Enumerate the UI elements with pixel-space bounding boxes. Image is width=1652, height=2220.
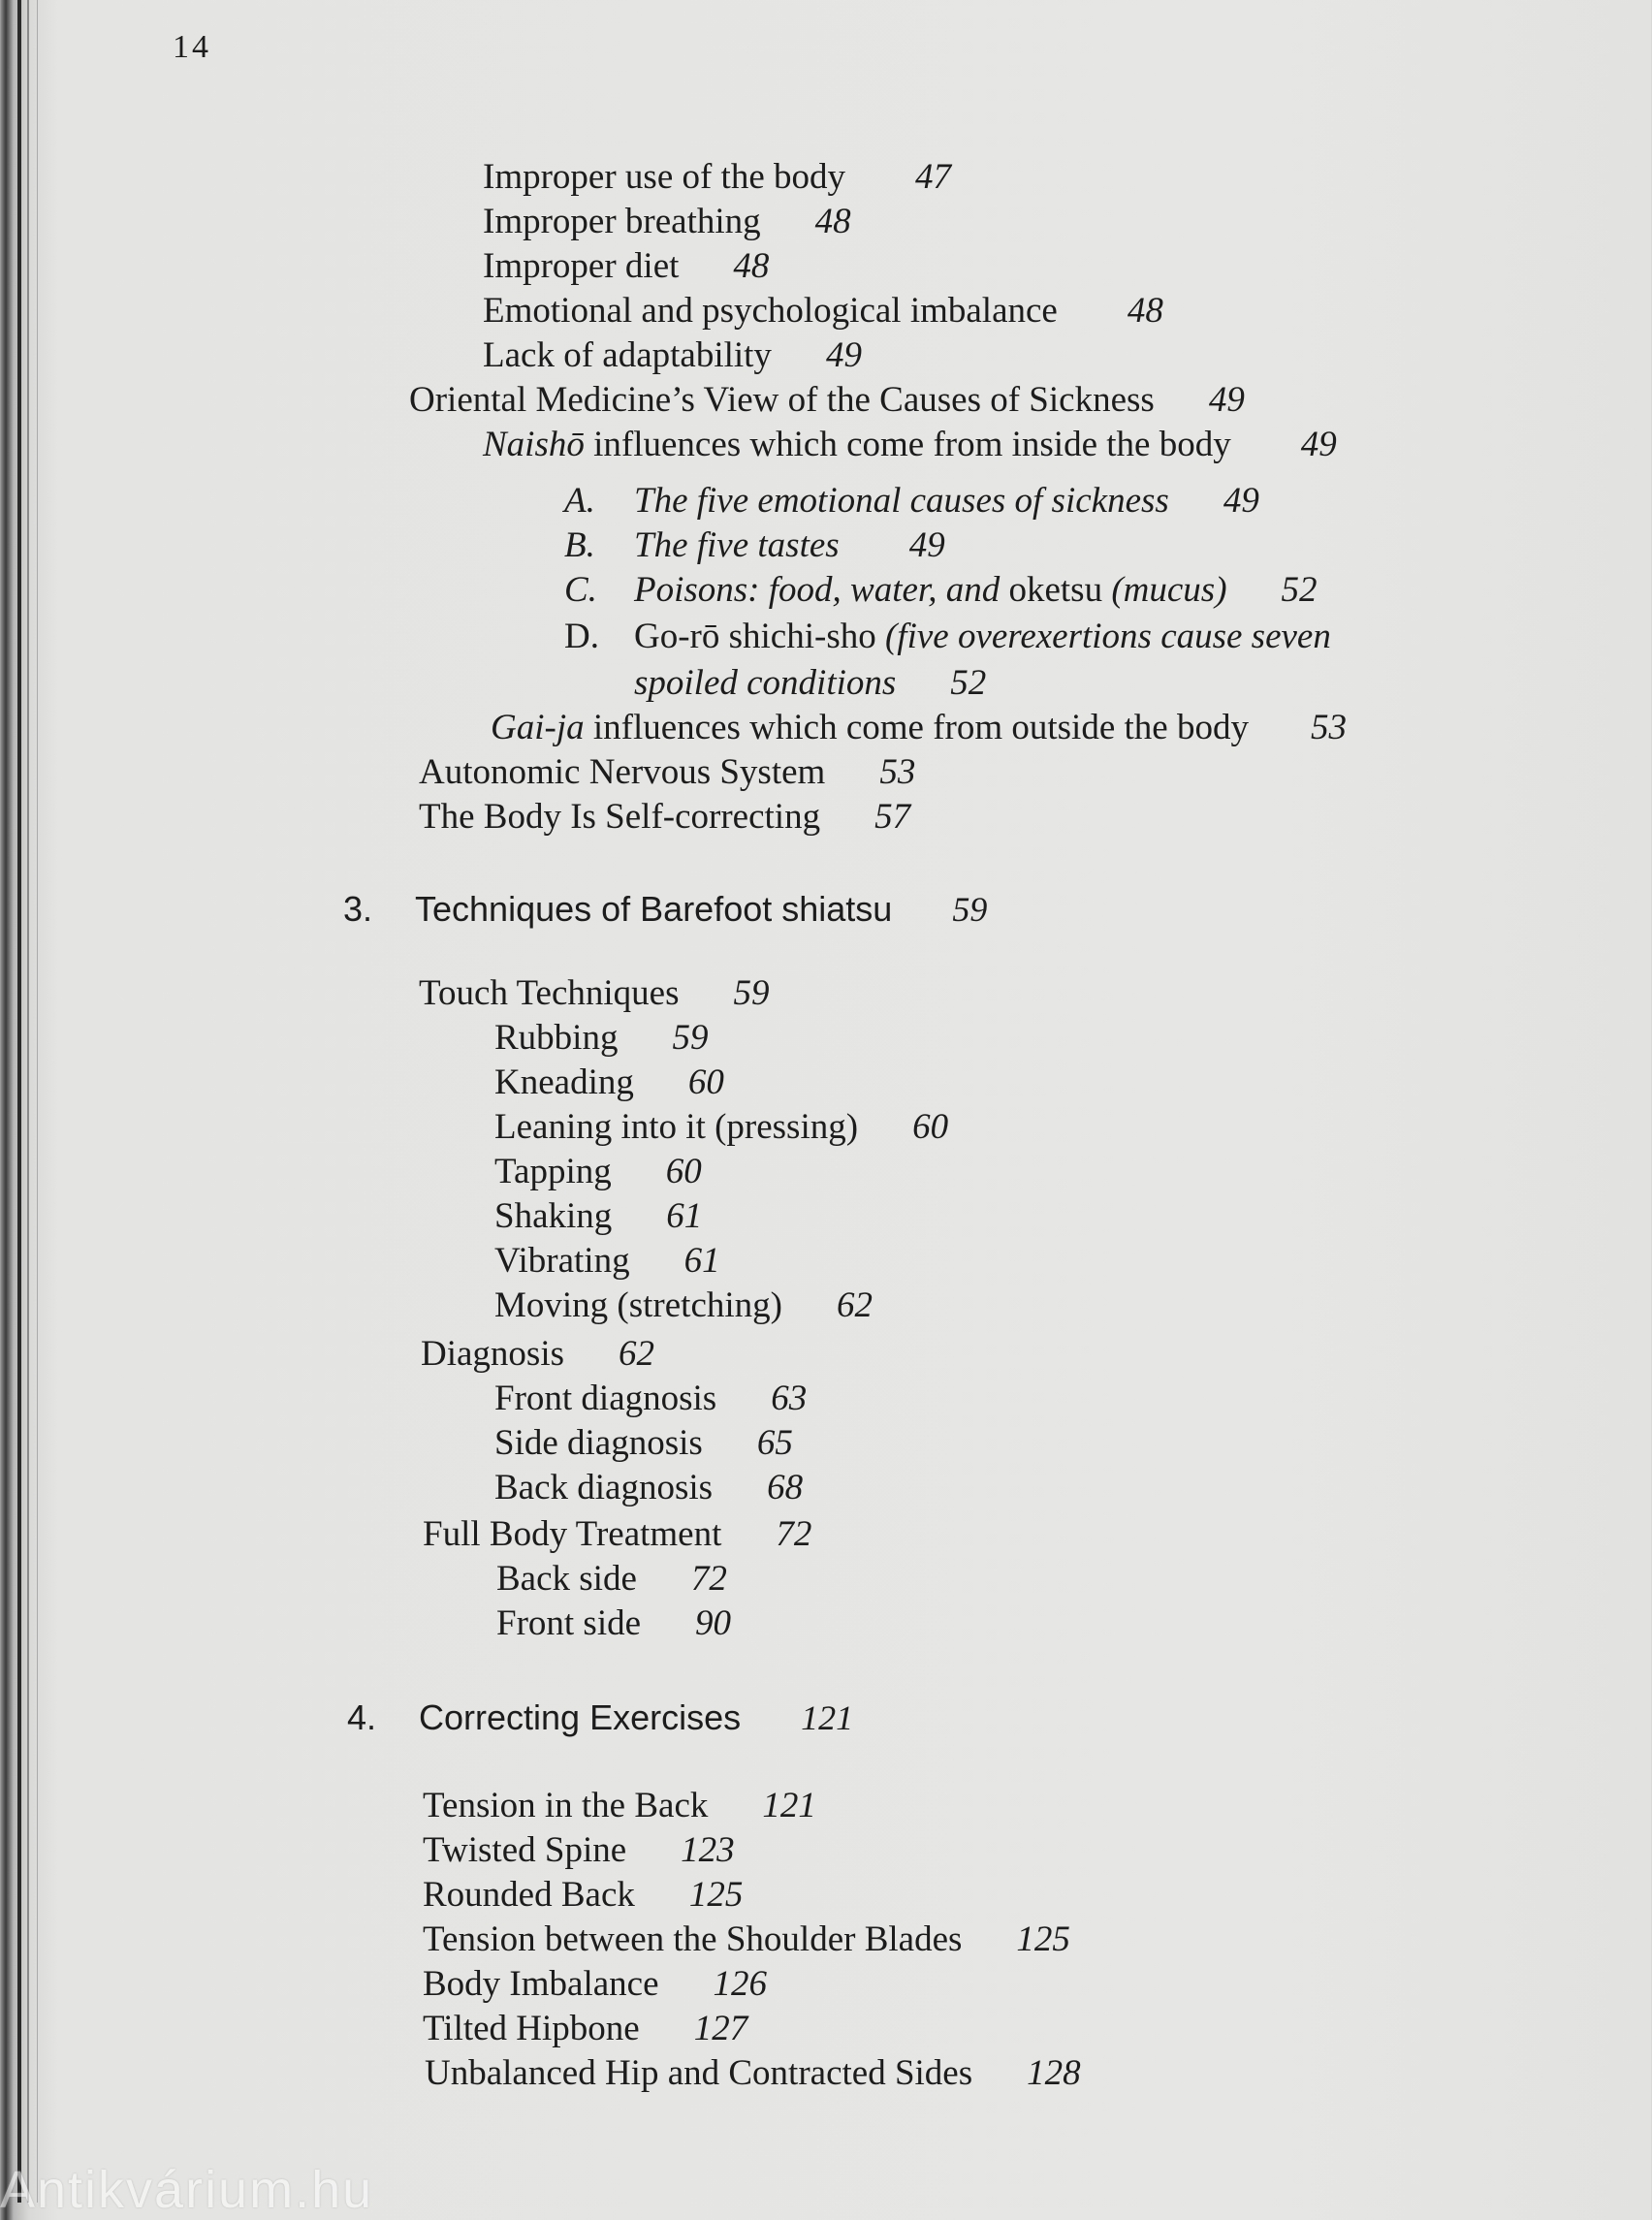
toc-entry: Full Body Treatment 72: [423, 1514, 812, 1554]
toc-entry: Unbalanced Hip and Contracted Sides 128: [425, 2053, 1081, 2093]
toc-page: 49: [1208, 380, 1245, 420]
toc-page: 49: [908, 525, 945, 565]
toc-subentry: Side diagnosis 65: [494, 1423, 793, 1463]
toc-page: 68: [767, 1468, 804, 1507]
toc-page: 53: [1310, 708, 1347, 747]
toc-subentry: Shaking 61: [494, 1196, 703, 1236]
toc-subentry: Kneading 60: [494, 1062, 724, 1102]
section-heading: 3. Techniques of Barefoot shiatsu 59: [343, 889, 988, 929]
toc-entry: Improper use of the body 47: [483, 157, 952, 197]
toc-page: 127: [693, 2009, 748, 2048]
toc-page: 61: [683, 1241, 720, 1281]
toc-page: 90: [695, 1603, 732, 1643]
toc-page: 48: [814, 202, 851, 241]
toc-entry: Tilted Hipbone 127: [423, 2009, 748, 2048]
toc-entry: Diagnosis 62: [421, 1334, 654, 1374]
toc-entry: Body Imbalance 126: [423, 1964, 767, 2004]
toc-page: 128: [1027, 2053, 1081, 2093]
toc-entry: Emotional and psychological imbalance 48: [483, 291, 1163, 331]
toc-page: 72: [690, 1559, 727, 1599]
toc-page: 125: [1016, 1919, 1070, 1959]
toc-page: 48: [1127, 291, 1163, 331]
toc-subentry: A. The five emotional causes of sickness 49: [564, 481, 1259, 521]
toc-subentry: Back diagnosis 68: [494, 1468, 804, 1507]
toc-subentry: B. The five tastes 49: [564, 525, 945, 565]
toc-entry: Touch Techniques 59: [419, 973, 770, 1013]
toc-subentry: C. Poisons: food, water, and oketsu (mucus) 52: [564, 570, 1318, 610]
toc-page: 52: [950, 663, 987, 703]
toc-subentry: D. Go-rō shichi-sho (five overexertions cause seven: [564, 617, 1331, 656]
page-number: 14: [173, 29, 211, 65]
toc-page: 59: [733, 973, 770, 1013]
toc-entry: Tension in the Back 121: [423, 1786, 816, 1825]
toc-subentry: Back side 72: [496, 1559, 727, 1599]
toc-entry: Improper breathing 48: [483, 202, 851, 241]
toc-page: 60: [687, 1062, 724, 1102]
book-spine-edge: [27, 0, 29, 2203]
toc-page: 125: [688, 1875, 744, 1915]
toc-page: 48: [733, 246, 770, 286]
book-spine-edge: [37, 0, 38, 2203]
toc-subentry: Tapping 60: [494, 1152, 702, 1191]
toc-page: 60: [912, 1107, 949, 1147]
toc-entry: Tension between the Shoulder Blades 125: [423, 1919, 1070, 1959]
toc-subentry: Leaning into it (pressing) 60: [494, 1107, 949, 1147]
toc-page: 60: [665, 1152, 702, 1191]
toc-page: 59: [952, 890, 988, 929]
toc-entry: Naishō influences which come from inside the body 49: [483, 425, 1337, 464]
toc-subentry-continuation: spoiled conditions 52: [634, 663, 987, 703]
toc-entry: The Body Is Self-correcting 57: [419, 797, 911, 837]
toc-entry: Lack of adaptability 49: [483, 335, 862, 375]
toc-page: 52: [1281, 570, 1318, 610]
watermark: Antikvárium.hu: [0, 2161, 374, 2219]
toc-page: 121: [762, 1786, 816, 1825]
toc-subentry: Rubbing 59: [494, 1018, 709, 1058]
toc-page: 72: [776, 1514, 812, 1554]
toc-page: 63: [771, 1379, 808, 1418]
toc-page: 49: [825, 335, 862, 375]
toc-page: 61: [666, 1196, 703, 1236]
toc-subentry: Front diagnosis 63: [494, 1379, 808, 1418]
toc-page: 121: [801, 1698, 854, 1737]
toc-page: 126: [713, 1964, 767, 2004]
toc-page: 57: [874, 797, 911, 837]
toc-entry: Rounded Back 125: [423, 1875, 744, 1915]
toc-page: 62: [619, 1334, 654, 1374]
toc-entry: Autonomic Nervous System 53: [419, 752, 916, 792]
toc-subentry: Moving (stretching) 62: [494, 1285, 873, 1325]
toc-subentry: Front side 90: [496, 1603, 732, 1643]
book-spine-edge: [17, 0, 21, 2203]
toc-page: 47: [915, 157, 952, 197]
toc-entry: Improper diet 48: [483, 246, 770, 286]
section-heading: 4. Correcting Exercises 121: [347, 1697, 854, 1737]
toc-page: 123: [681, 1830, 735, 1870]
toc-subentry: Vibrating 61: [494, 1241, 720, 1281]
toc-page: 62: [836, 1285, 873, 1325]
toc-entry: Gai-ja influences which come from outside the body 53: [491, 708, 1347, 747]
toc-entry: Twisted Spine 123: [423, 1830, 735, 1870]
toc-page: 49: [1300, 425, 1337, 464]
toc-page: 53: [879, 752, 916, 792]
toc-page: 59: [672, 1018, 709, 1058]
toc-page: 49: [1223, 481, 1259, 521]
toc-entry: Oriental Medicine’s View of the Causes of Sickness 49: [409, 380, 1245, 420]
toc-page: 65: [756, 1423, 793, 1463]
